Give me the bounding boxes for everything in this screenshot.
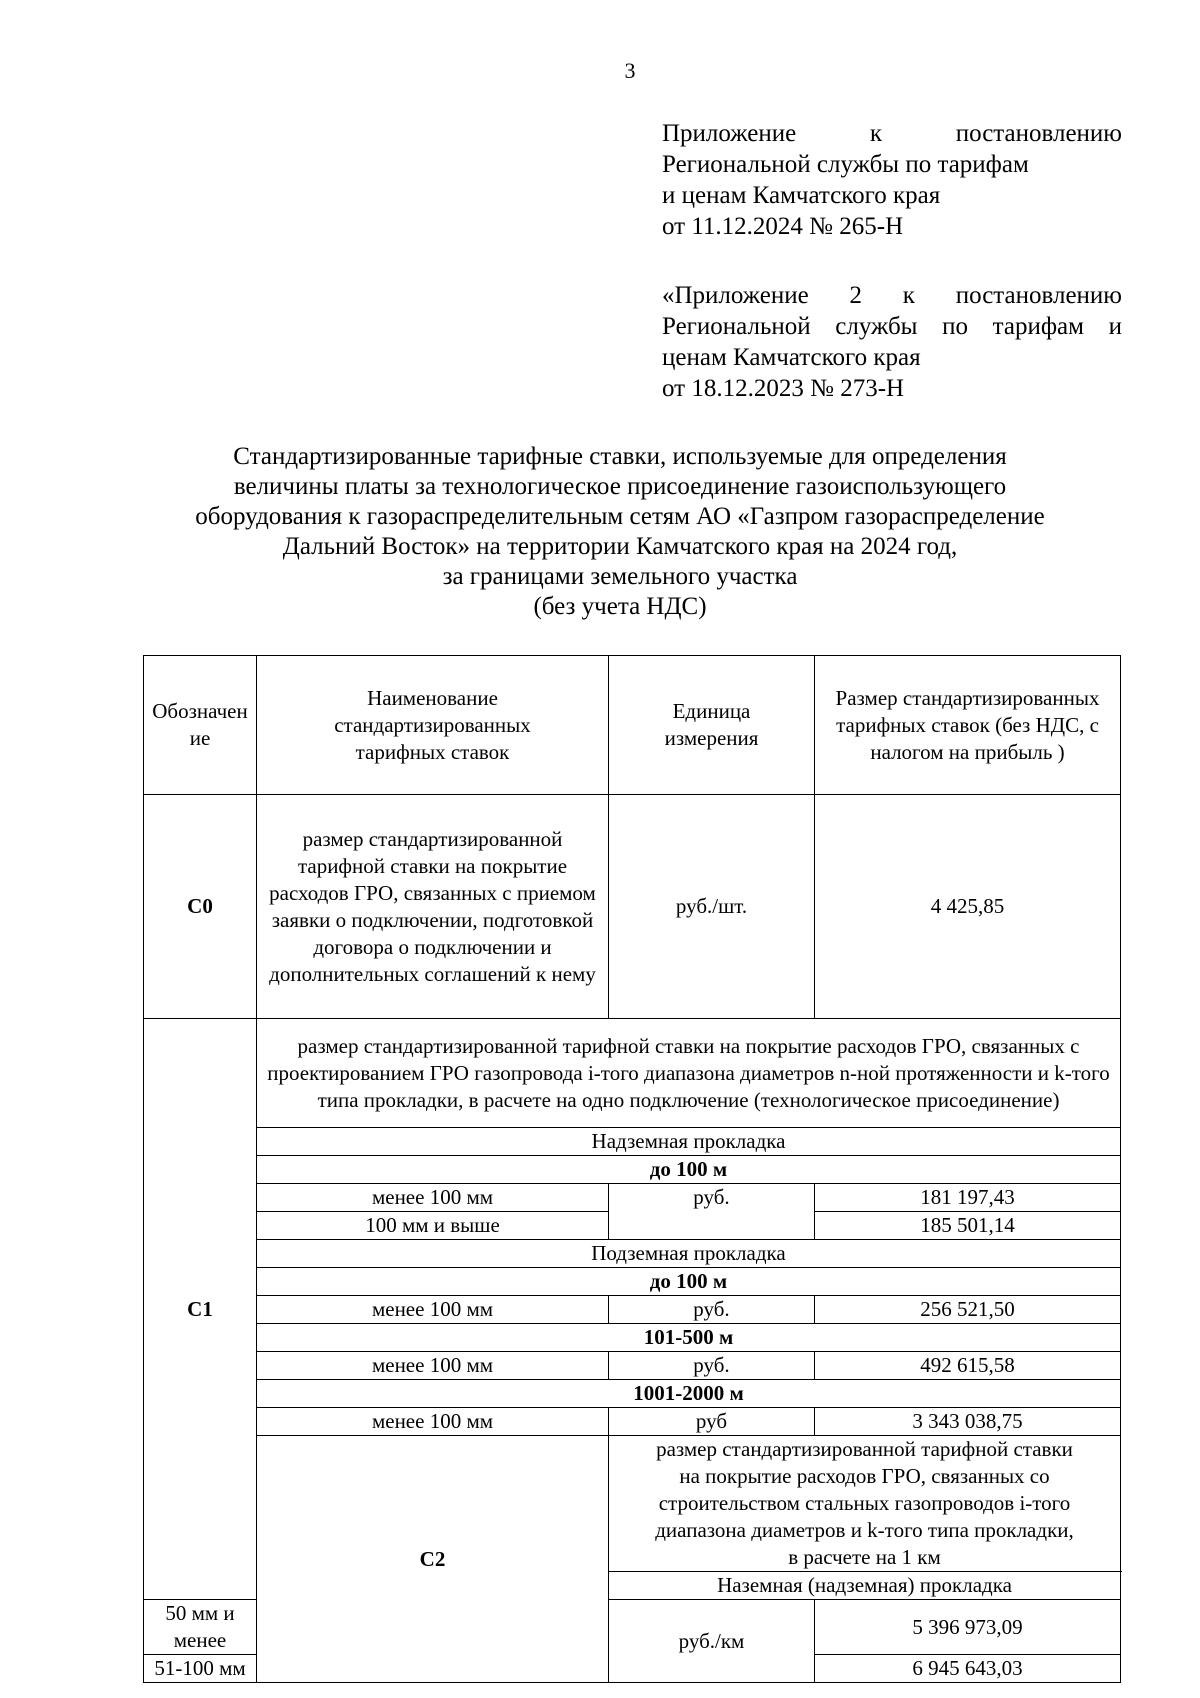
- appendix-line: Приложение к постановлению: [662, 120, 1122, 147]
- appendix-line: «Приложение 2 к постановлению: [662, 282, 1122, 309]
- c2-diameter: 50 мм и менее: [144, 1600, 257, 1655]
- table-row: [144, 1324, 1121, 1352]
- title-line: Стандартизированные тарифные ставки, используемые для определения: [233, 443, 1007, 470]
- document-title: [120, 442, 1120, 622]
- c0-unit: руб./шт.: [609, 795, 815, 1019]
- c1-diameter: менее 100 мм: [257, 1352, 609, 1380]
- table-header-row: [144, 656, 1121, 795]
- appendix-line: от 11.12.2024 № 265-Н: [662, 213, 904, 240]
- c2-unit: руб./км: [609, 1600, 815, 1683]
- c1-value: 256 521,50: [815, 1296, 1121, 1324]
- title-line: Дальний Восток» на территории Камчатского края на 2024 год,: [282, 533, 958, 560]
- table-row: [144, 1296, 1121, 1324]
- c1-underground: Подземная прокладка: [257, 1240, 1121, 1268]
- table-row: [144, 1408, 1121, 1436]
- table-row: [144, 1436, 1121, 1572]
- c2-diameter: 51-100 мм: [144, 1655, 257, 1683]
- c1-range: 101-500 м: [257, 1324, 1121, 1352]
- c0-value: 4 425,85: [815, 795, 1121, 1019]
- title-line: величины платы за технологическое присоединение газоиспользующего: [233, 473, 1007, 500]
- c1-value: 3 343 038,75: [815, 1408, 1121, 1436]
- page-number: 3: [624, 58, 636, 83]
- appendix-line: от 18.12.2023 № 273-Н: [662, 375, 905, 402]
- appendix-line: Региональной службы по тарифам и: [662, 313, 1122, 340]
- appendix-line: и ценам Камчатского края: [662, 182, 941, 209]
- c2-ground: Наземная (надземная) прокладка: [609, 1572, 1121, 1600]
- c2-description: размер стандартизированной тарифной ставки на покрытие расходов ГРО, связанных со строительством стальных газопроводов i-того диапазона диаметров и k-того типа прокладки, в расчете на 1 км: [609, 1436, 1121, 1572]
- table-row: [144, 1380, 1121, 1408]
- c1-description: размер стандартизированной тарифной ставки на покрытие расходов ГРО, связанных с проектированием ГРО газопровода i-того диапазона диаметров n-ной протяженности и k-того типа прокладки, в расчете на одно подключение (технологическое присоединение): [257, 1019, 1121, 1128]
- c1-range: 1001-2000 м: [257, 1380, 1121, 1408]
- header-size: Размер стандартизированных тарифных ставок (без НДС, с налогом на прибыль ): [815, 656, 1121, 795]
- c1-diameter: менее 100 мм: [257, 1408, 609, 1436]
- title-line: оборудования к газораспределительным сетям АО «Газпром газораспределение: [195, 503, 1045, 530]
- appendix-line: Региональной службы по тарифам: [662, 151, 1029, 178]
- c1-diameter: менее 100 мм: [257, 1184, 609, 1212]
- table-row: [144, 1352, 1121, 1380]
- c0-description: размер стандартизированной тарифной ставки на покрытие расходов ГРО, связанных с приемом заявки о подключении, подготовкой договора о подключении и дополнительных соглашений к нему: [257, 795, 609, 1019]
- table-row: [144, 1240, 1121, 1268]
- c1-value: 181 197,43: [815, 1184, 1121, 1212]
- header-designation: Обозначение: [144, 656, 257, 795]
- table-row: [144, 1128, 1121, 1156]
- appendix-2-note: [662, 280, 1122, 404]
- c2-value: 5 396 973,09: [815, 1600, 1121, 1655]
- c2-value: 6 945 643,03: [815, 1655, 1121, 1683]
- table-row: [144, 795, 1121, 1019]
- c1-value: 185 501,14: [815, 1212, 1121, 1240]
- appendix-line: ценам Камчатского края: [662, 344, 921, 371]
- tariff-table: [143, 655, 1121, 1683]
- c1-overground: Надземная прокладка: [257, 1128, 1121, 1156]
- c1-diameter: менее 100 мм: [257, 1296, 609, 1324]
- code-c2: С2: [257, 1436, 609, 1683]
- c1-value: 492 615,58: [815, 1352, 1121, 1380]
- table-row: [144, 1184, 1121, 1212]
- c1-range: до 100 м: [257, 1268, 1121, 1296]
- title-line: (без учета НДС): [533, 593, 707, 620]
- header-name: Наименование стандартизированных тарифных ставок: [257, 656, 609, 795]
- c1-diameter: 100 мм и выше: [257, 1212, 609, 1240]
- c1-range: до 100 м: [257, 1156, 1121, 1184]
- c1-unit: руб: [609, 1408, 815, 1436]
- c1-unit: руб.: [609, 1184, 815, 1240]
- c1-unit: руб.: [609, 1296, 815, 1324]
- title-line: за границами земельного участка: [442, 563, 798, 590]
- table-row: [144, 1156, 1121, 1184]
- appendix-note: [662, 118, 1122, 242]
- code-c1: С1: [144, 1019, 257, 1600]
- header-unit: Единица измерения: [609, 656, 815, 795]
- table-row: [144, 1019, 1121, 1128]
- table-row: [144, 1268, 1121, 1296]
- c1-unit: руб.: [609, 1352, 815, 1380]
- code-c0: С0: [144, 795, 257, 1019]
